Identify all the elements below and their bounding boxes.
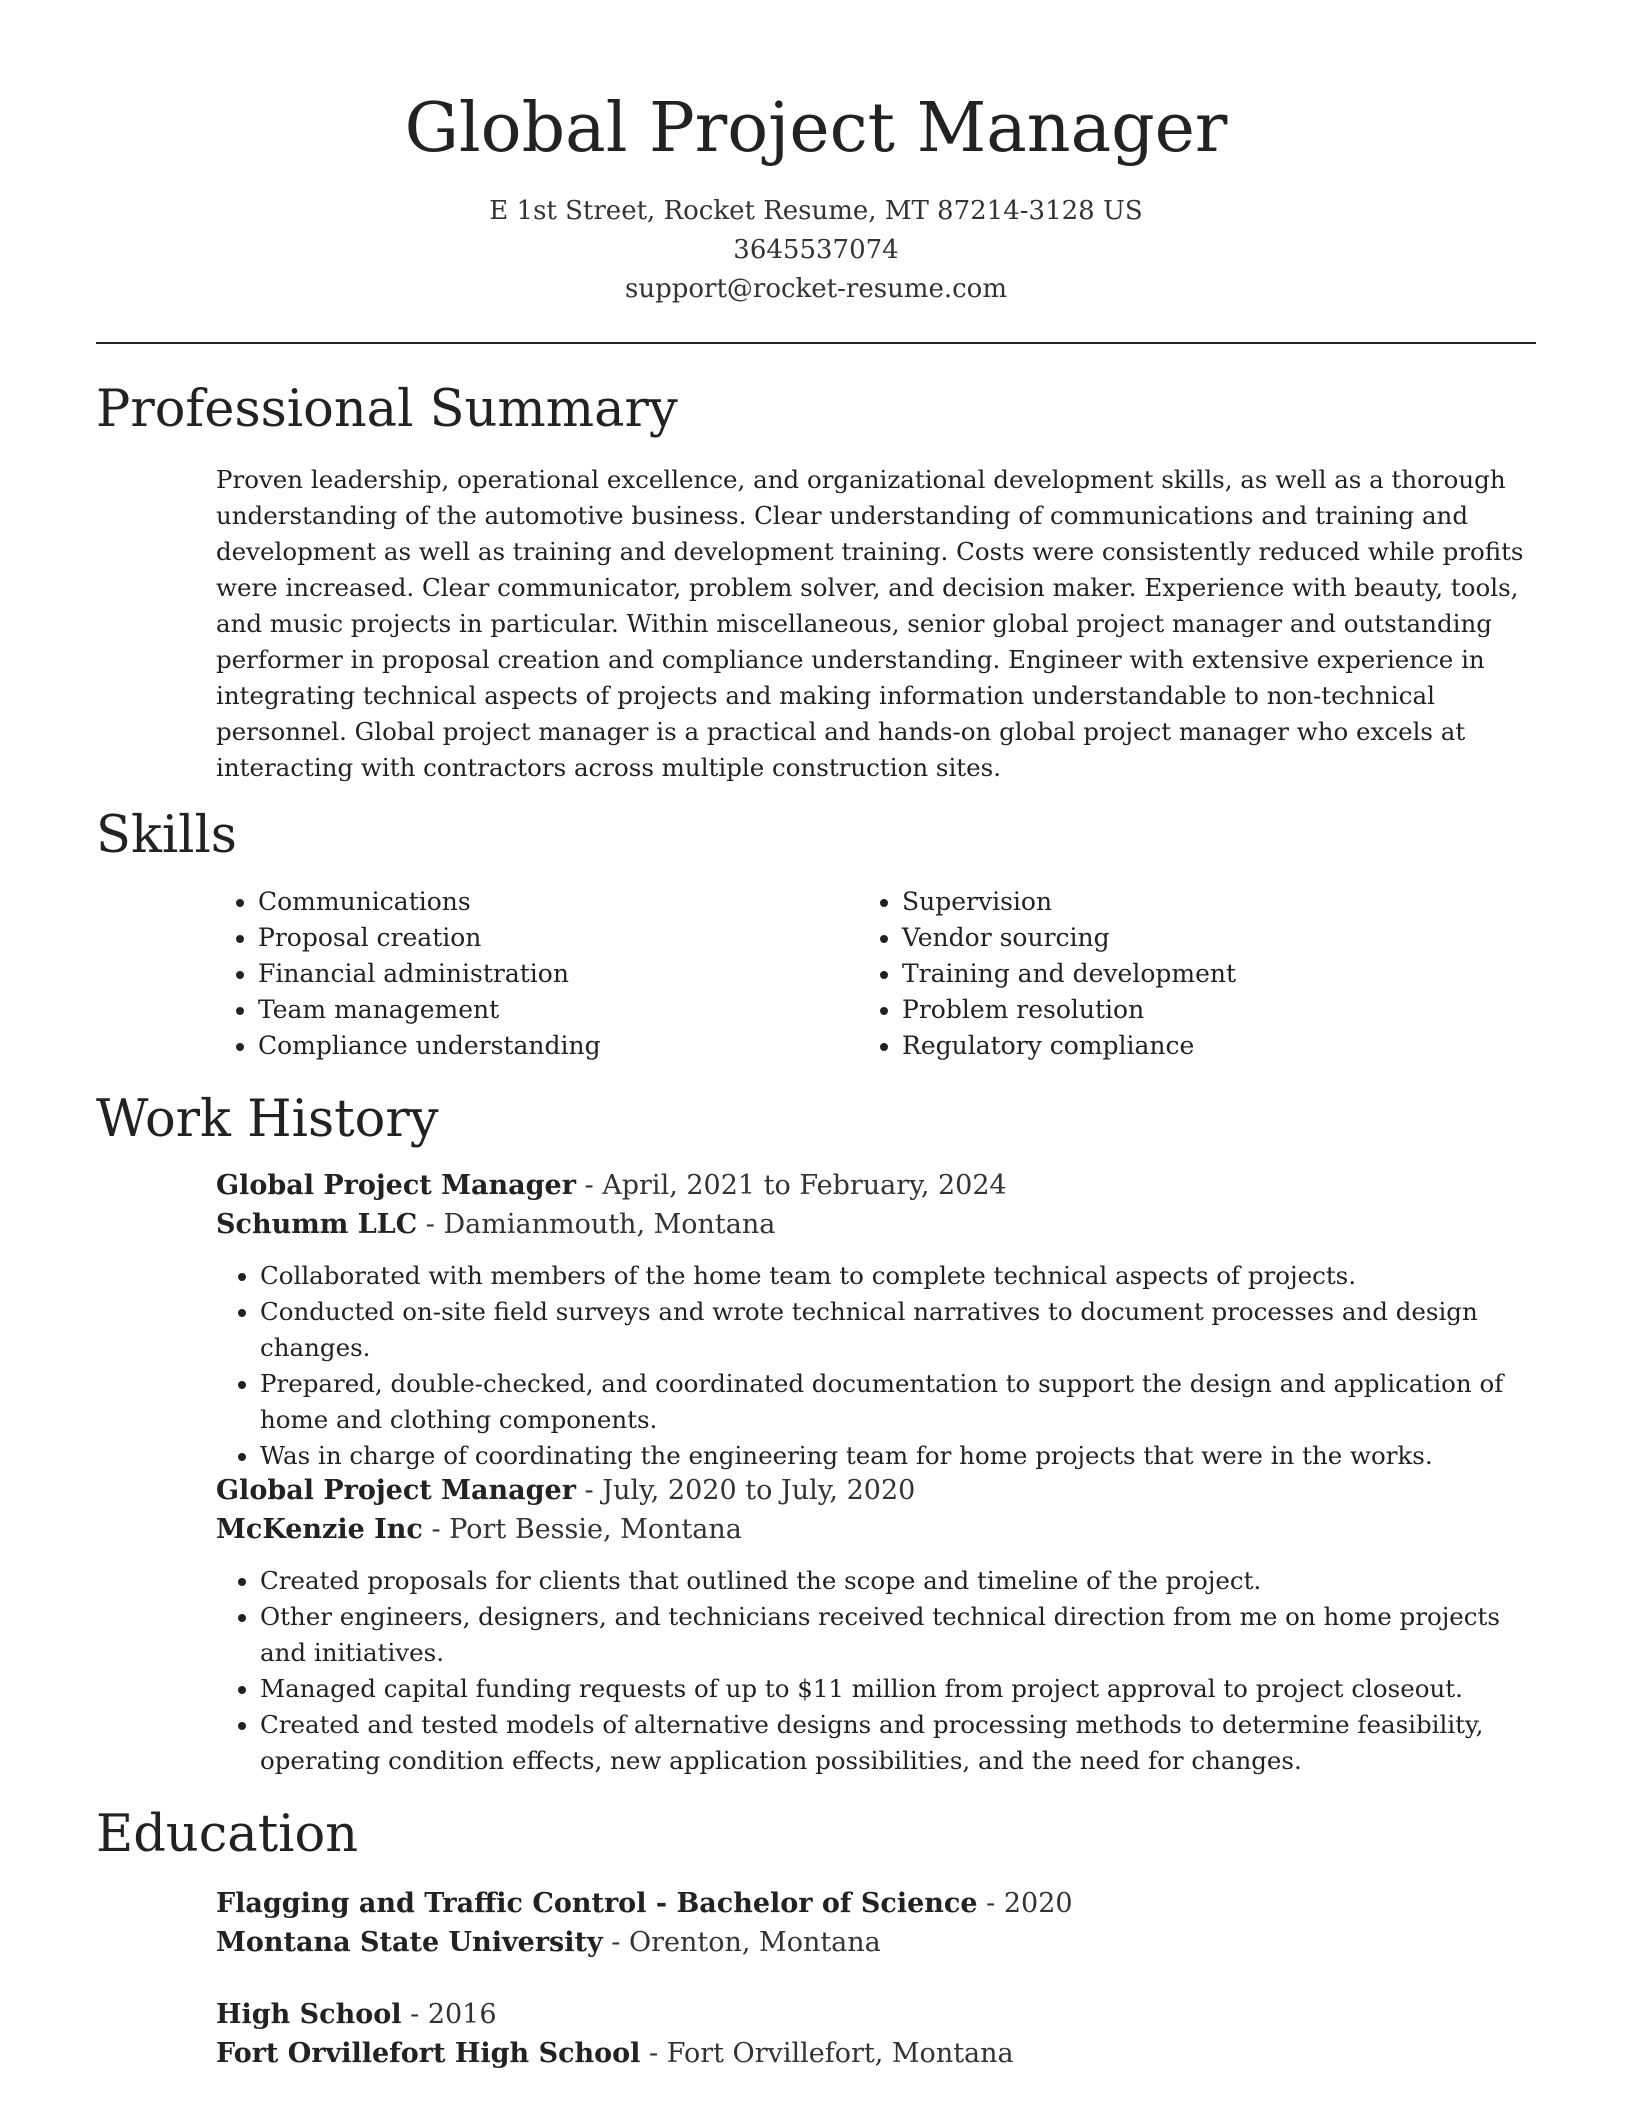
- skill-item: • Supervision: [902, 884, 1542, 920]
- job-bullet: • Conducted on-site field surveys and wrote technical narratives to document processes and design changes.: [260, 1294, 1536, 1366]
- education-year: - 2016: [401, 1999, 497, 2030]
- education-entry: [216, 1995, 1536, 2073]
- skills-heading: Skills: [96, 806, 237, 865]
- education-degree-line: [216, 1995, 1536, 2034]
- job-bullet: • Managed capital funding requests of up to $11 million from project approval to project closeout.: [260, 1671, 1536, 1707]
- education-school: Fort Orvillefort High School: [216, 2038, 641, 2069]
- job-bullets: [216, 1258, 1536, 1474]
- phone-text: 3645537074: [733, 235, 899, 265]
- education-entry: [216, 1884, 1536, 1962]
- education-location: - Orenton, Montana: [602, 1927, 881, 1958]
- job-role: Global Project Manager: [216, 1475, 576, 1506]
- job-dates: - July, 2020 to July, 2020: [575, 1475, 916, 1506]
- job-dates: - April, 2021 to February, 2024: [575, 1170, 1007, 1201]
- education-degree: High School: [216, 1999, 402, 2030]
- resume-header: [0, 84, 1632, 309]
- header-divider: [96, 342, 1536, 344]
- job-bullet: • Created proposals for clients that outlined the scope and timeline of the project.: [260, 1563, 1536, 1599]
- skill-item: • Proposal creation: [258, 920, 818, 956]
- education-school-line: [216, 1923, 1536, 1962]
- email-text: support@rocket-resume.com: [624, 274, 1007, 304]
- education-year: - 2020: [977, 1888, 1073, 1919]
- skills-list-left: [214, 884, 818, 1064]
- education-school: Montana State University: [216, 1927, 603, 1958]
- education-location: - Fort Orvillefort, Montana: [640, 2038, 1014, 2069]
- skill-item: • Problem resolution: [902, 992, 1542, 1028]
- job-company: McKenzie Inc: [216, 1514, 423, 1545]
- job-company: Schumm LLC: [216, 1209, 418, 1240]
- skill-item: • Communications: [258, 884, 818, 920]
- skill-item: • Regulatory compliance: [902, 1028, 1542, 1064]
- job-entry: [216, 1471, 1536, 1779]
- skills-list-right: [858, 884, 1542, 1064]
- skill-item: • Vendor sourcing: [902, 920, 1542, 956]
- job-title-line: [216, 1166, 1536, 1205]
- skill-item: • Team management: [258, 992, 818, 1028]
- job-bullets: [216, 1563, 1536, 1779]
- skill-item: • Compliance understanding: [258, 1028, 818, 1064]
- contact-block: [0, 192, 1632, 309]
- summary-heading: Professional Summary: [96, 380, 678, 439]
- job-bullet: • Was in charge of coordinating the engineering team for home projects that were in the works.: [260, 1438, 1536, 1474]
- address-text: E 1st Street, Rocket Resume, MT 87214-3128 US: [489, 196, 1143, 226]
- education-degree: Flagging and Traffic Control - Bachelor of Science: [216, 1888, 978, 1919]
- job-location: - Damianmouth, Montana: [417, 1209, 776, 1240]
- job-role: Global Project Manager: [216, 1170, 576, 1201]
- job-bullet: • Collaborated with members of the home team to complete technical aspects of projects.: [260, 1258, 1536, 1294]
- job-bullet: • Created and tested models of alternative designs and processing methods to determine feasibility, operating condition effects, new application possibilities, and the need for changes.: [260, 1707, 1536, 1779]
- job-entry: [216, 1166, 1536, 1474]
- education-degree-line: [216, 1884, 1536, 1923]
- education-school-line: [216, 2034, 1536, 2073]
- work-history-heading: Work History: [96, 1090, 439, 1149]
- education-heading: Education: [96, 1805, 359, 1864]
- skill-item: • Training and development: [902, 956, 1542, 992]
- job-location: - Port Bessie, Montana: [422, 1514, 742, 1545]
- summary-text: Proven leadership, operational excellence, and organizational development skills, as well as a thorough understanding of the automotive business. Clear understanding of communications and training and development as well as training and development training. Costs were consistently reduced while profits were increased. Clear communicator, problem solver, and decision maker. Experience with beauty, tools, and music projects in particular. Within miscellaneous, senior global project manager and outstanding performer in proposal creation and compliance understanding. Engineer with extensive experience in integrating technical aspects of projects and making information understandable to non-technical personnel. Global project manager is a practical and hands-on global project manager who excels at interacting with contractors across multiple construction sites.: [216, 465, 1524, 782]
- job-title-line: [216, 1471, 1536, 1510]
- candidate-name: Global Project Manager: [404, 89, 1228, 168]
- job-bullet: • Prepared, double-checked, and coordinated documentation to support the design and application of home and clothing components.: [260, 1366, 1536, 1438]
- job-company-line: [216, 1510, 1536, 1549]
- skill-item: • Financial administration: [258, 956, 818, 992]
- job-bullet: • Other engineers, designers, and technicians received technical direction from me on home projects and initiatives.: [260, 1599, 1536, 1671]
- job-company-line: [216, 1205, 1536, 1244]
